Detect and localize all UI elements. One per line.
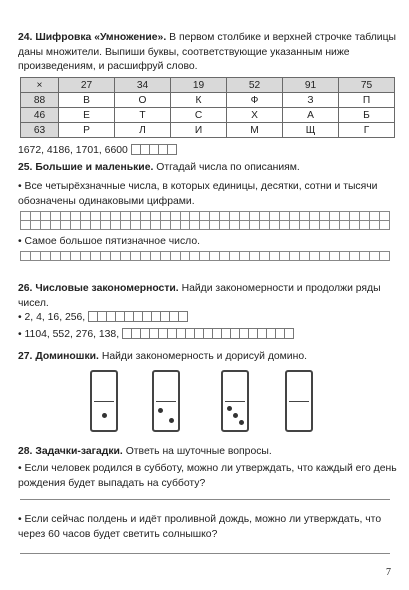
task-27-heading: [18, 350, 398, 365]
task-28-heading: [18, 445, 398, 460]
table-cell: С: [171, 108, 227, 123]
domino-pip: [169, 418, 174, 423]
answer-grid-2[interactable]: [20, 251, 390, 261]
task-26-heading: [18, 282, 398, 311]
table-cell: Л: [115, 123, 171, 138]
domino-1: [90, 370, 118, 432]
table-row: [21, 93, 395, 108]
task-24-number: 24.: [18, 32, 33, 43]
question-1: • Если человек родился в субботу, можно ли утверждать, что каждый его день рождения будет выпадать на субботу?: [18, 462, 398, 491]
table-cell: 19: [171, 78, 227, 93]
table-cell: Х: [227, 108, 283, 123]
table-cell: 34: [115, 78, 171, 93]
table-cell: 63: [21, 123, 59, 138]
table-cell: Р: [59, 123, 115, 138]
task-25-item-1: • Все четырёхзначные числа, в которых единицы, десятки, сотни и тысячи обозначены одинаковыми цифрами.: [18, 180, 398, 209]
products-text: 1672, 4186, 1701, 6600: [18, 145, 128, 157]
domino-3: [221, 370, 249, 432]
table-cell: Б: [339, 108, 395, 123]
task-25-title: Большие и маленькие.: [35, 162, 154, 173]
sequence-2-text: 1104, 552, 276, 138,: [24, 329, 120, 341]
cipher-header-row: [21, 78, 395, 93]
task-25-item-2: • Самое большое пятизначное число.: [18, 235, 398, 250]
answer-line-1[interactable]: [20, 499, 390, 500]
table-row: [21, 108, 395, 123]
products-line: [18, 143, 398, 159]
task-27-number: 27.: [18, 351, 33, 362]
answer-grid-1[interactable]: [20, 211, 390, 230]
table-cell: А: [283, 108, 339, 123]
task-27-title: Доминошки.: [35, 351, 99, 362]
domino-4[interactable]: [285, 370, 313, 432]
domino-pip: [227, 406, 232, 411]
task-28-title: Задачки-загадки.: [35, 446, 123, 457]
task-26-title: Числовые закономерности.: [35, 283, 179, 294]
table-cell: М: [227, 123, 283, 138]
task-28-number: 28.: [18, 446, 33, 457]
task-24-description: В первом столбике и верхней строчке таблицы даны множители. Выпиши буквы, соответствующие указанным ниже произведениям, и расшифруй слово.: [18, 32, 397, 73]
task-26-description: Найди закономерности и продолжи ряды чисел.: [18, 283, 381, 309]
task-28-description: Ответь на шуточные вопросы.: [125, 446, 272, 457]
task-26-number: 26.: [18, 283, 33, 294]
table-cell: 75: [339, 78, 395, 93]
page-number: 7: [386, 567, 391, 578]
table-cell: Ф: [227, 93, 283, 108]
answer-boxes[interactable]: [131, 143, 176, 158]
table-cell: Щ: [283, 123, 339, 138]
table-cell: В: [59, 93, 115, 108]
table-cell: 27: [59, 78, 115, 93]
answer-line-2[interactable]: [20, 553, 390, 554]
task-27-description: Найди закономерность и дорисуй домино.: [101, 351, 308, 362]
table-cell: Т: [115, 108, 171, 123]
sequence-1-text: 2, 4, 16, 256,: [24, 312, 86, 324]
domino-2: [152, 370, 180, 432]
table-row: [21, 123, 395, 138]
task-25-number: 25.: [18, 162, 33, 173]
sequence-2-answer[interactable]: [122, 327, 293, 342]
question-2: • Если сейчас полдень и идёт проливной дождь, можно ли утверждать, что через 60 часов будет светить солнышко?: [18, 513, 398, 542]
table-cell: 52: [227, 78, 283, 93]
domino-pip: [239, 420, 244, 425]
table-cell: К: [171, 93, 227, 108]
task-25-heading: [18, 161, 398, 176]
sequence-2: [18, 327, 398, 343]
domino-pip: [102, 413, 107, 418]
sequence-1: [18, 310, 398, 326]
sequence-1-answer[interactable]: [88, 310, 187, 325]
table-cell: П: [339, 93, 395, 108]
table-cell: Е: [59, 108, 115, 123]
table-cell: Г: [339, 123, 395, 138]
task-24-text: [18, 31, 398, 75]
table-cell: И: [171, 123, 227, 138]
cipher-table: [20, 77, 395, 138]
table-cell: ×: [21, 78, 59, 93]
table-cell: 46: [21, 108, 59, 123]
table-cell: О: [115, 93, 171, 108]
task-24-title: Шифровка «Умножение».: [35, 32, 167, 43]
task-25-description: Отгадай числа по описаниям.: [156, 162, 300, 173]
domino-pip: [158, 408, 163, 413]
table-cell: З: [283, 93, 339, 108]
table-cell: 91: [283, 78, 339, 93]
table-cell: 88: [21, 93, 59, 108]
domino-pip: [233, 413, 238, 418]
